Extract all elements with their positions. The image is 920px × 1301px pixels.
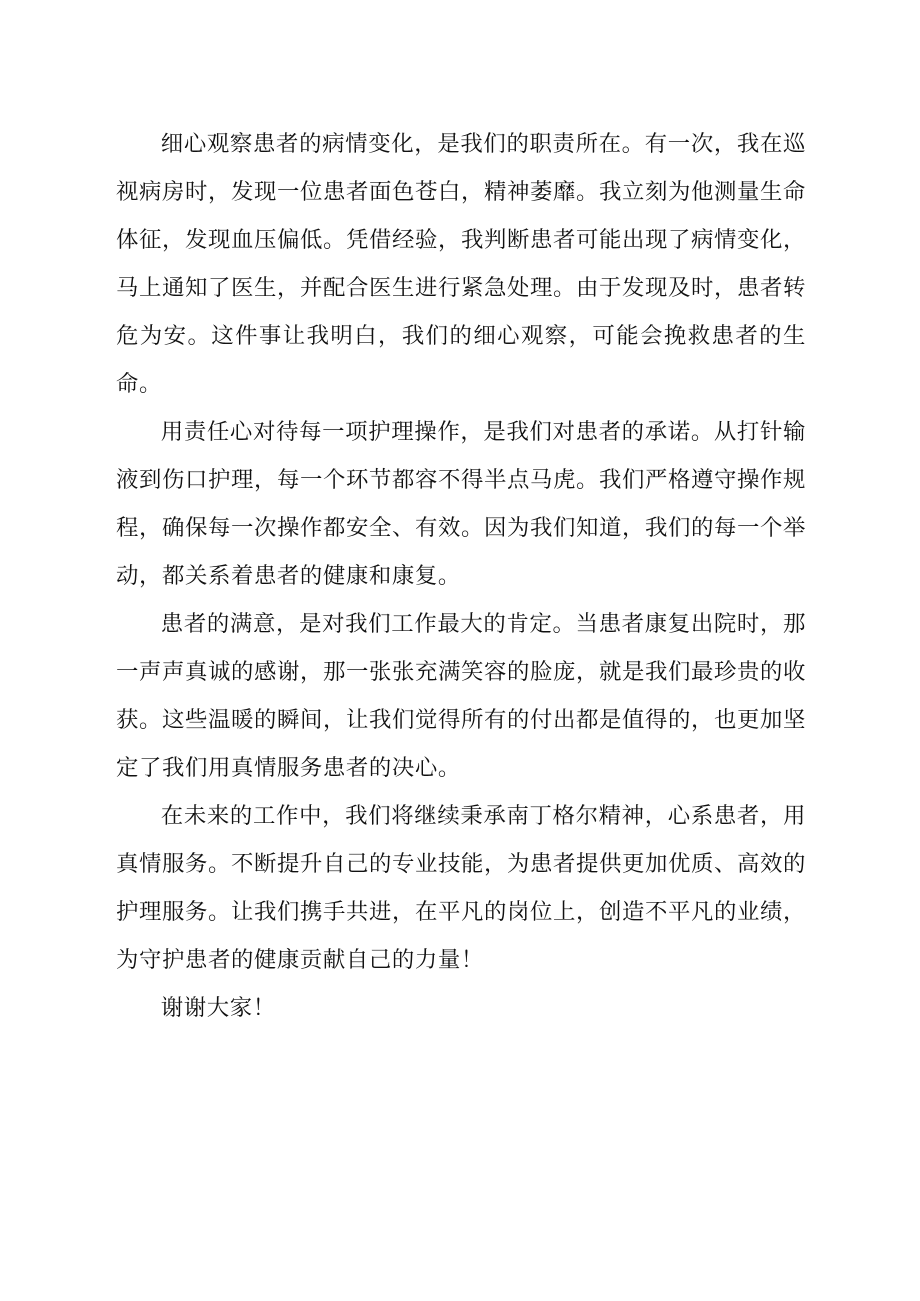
- paragraph-responsibility: 用责任心对待每一项护理操作，是我们对患者的承诺。从打针输液到伤口护理，每一个环节都容不得半点马虎。我们严格遵守操作规程，确保每一次操作都安全、有效。因为我们知道，我们的每一个举动，都关系着患者的健康和康复。: [116, 419, 806, 589]
- paragraph-satisfaction: 患者的满意，是对我们工作最大的肯定。当患者康复出院时，那一声声真诚的感谢，那一张张充满笑容的脸庞，就是我们最珍贵的收获。这些温暖的瞬间，让我们觉得所有的付出都是值得的，也更加坚定了我们用真情服务患者的决心。: [116, 611, 806, 781]
- document-body: [116, 120, 806, 1032]
- paragraph-future: 在未来的工作中，我们将继续秉承南丁格尔精神，心系患者，用真情服务。不断提升自己的专业技能，为患者提供更加优质、高效的护理服务。让我们携手共进，在平凡的岗位上，创造不平凡的业绩，为守护患者的健康贡献自己的力量！: [116, 803, 806, 973]
- paragraph-thanks: 谢谢大家！: [160, 995, 276, 1021]
- paragraph-observation: 细心观察患者的病情变化，是我们的职责所在。有一次，我在巡视病房时，发现一位患者面色苍白，精神萎靡。我立刻为他测量生命体征，发现血压偏低。凭借经验，我判断患者可能出现了病情变化，马上通知了医生，并配合医生进行紧急处理。由于发现及时，患者转危为安。这件事让我明白，我们的细心观察，可能会挽救患者的生命。: [116, 131, 806, 397]
